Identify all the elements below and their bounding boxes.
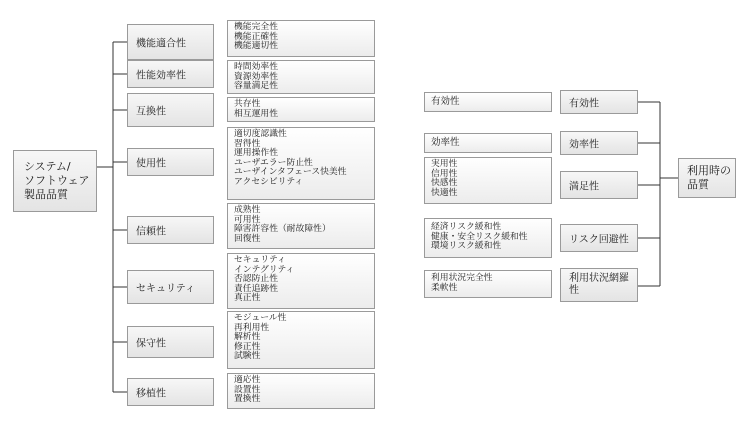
characteristic-label: 使用性 [136,158,166,170]
sub-characteristic: 試験性 [234,351,261,362]
characteristic-box [560,224,638,252]
product-quality-root [13,150,97,212]
sub-characteristic: 相互運用性 [234,108,278,119]
characteristic-label: 信頼性 [136,226,166,238]
sub-characteristic: 利用状況完全性 [431,273,493,283]
sub-characteristic: 否認防止性 [234,274,278,285]
sub-characteristics-box [227,127,375,200]
sub-characteristics-box [227,20,375,57]
characteristic-label: 互換性 [136,106,166,118]
characteristic-label: 利用状況網羅性 [569,273,629,296]
sub-characteristic: モジュール性 [234,313,287,323]
sub-characteristic: 資源効率性 [234,71,278,82]
characteristic-label: セキュリティ [136,283,195,295]
sub-characteristic: ユーザエラー防止性 [234,157,313,168]
characteristic-box [127,60,214,88]
sub-characteristic: 責任追跡性 [234,283,278,294]
root-line: 利用時の [687,164,731,177]
sub-characteristic: 経済リスク緩和性 [431,222,502,232]
sub-characteristic: 真正性 [234,293,261,304]
characteristic-box [127,148,214,176]
sub-characteristics-box [424,270,552,298]
characteristic-box [127,270,214,304]
sub-characteristics-box [227,203,375,249]
sub-characteristics-box [227,311,375,369]
sub-characteristic: セキュリティ [234,255,286,265]
sub-characteristic: 健康・安全リスク緩和性 [431,231,528,242]
characteristic-box [560,90,638,114]
sub-characteristics-box [424,157,552,204]
sub-characteristic: 信用性 [431,168,458,179]
sub-characteristics-box [424,133,552,153]
sub-characteristic: 可用性 [234,214,261,225]
sub-characteristic: 機能適切性 [234,41,278,52]
sub-characteristic: 快適性 [431,187,458,198]
characteristic-box [560,268,638,302]
sub-characteristic: 修正性 [234,341,261,352]
characteristic-label: 機能適合性 [136,38,186,50]
sub-characteristic: 有効性 [431,96,460,107]
sub-characteristic: 実用性 [431,159,458,169]
root-line: 製品品質 [24,188,68,201]
sub-characteristic: 適切度認識性 [234,129,287,139]
sub-characteristic: 運用操作性 [234,148,278,159]
sub-characteristics-box [424,218,552,258]
root-line: 品質 [687,178,709,191]
sub-characteristics-box [227,253,375,309]
sub-characteristic: 機能正確性 [234,31,278,42]
sub-characteristics-box [424,92,552,112]
root-line: システム/ [24,160,71,173]
sub-characteristic: 機能完全性 [234,22,278,32]
sub-characteristic: 設置性 [234,384,261,395]
sub-characteristics-box [227,60,375,94]
sub-characteristic: 障害許容性（耐故障性） [234,224,331,235]
sub-characteristic: 快感性 [431,178,458,189]
characteristic-label: 性能効率性 [136,70,186,82]
sub-characteristic: 解析性 [234,332,261,343]
characteristic-box [560,131,638,155]
sub-characteristic: 習得性 [234,138,261,149]
sub-characteristic: 回復性 [234,233,261,244]
sub-characteristic: 環境リスク緩和性 [431,241,502,252]
sub-characteristic: 柔軟性 [431,282,458,293]
characteristic-box [127,216,214,244]
quality-in-use-root [678,158,736,198]
characteristic-label: リスク回避性 [569,234,629,246]
sub-characteristic: 適応性 [234,375,261,385]
characteristic-label: 有効性 [569,98,599,110]
sub-characteristic: 効率性 [431,137,460,148]
characteristic-box [127,93,214,127]
sub-characteristic: 容量満足性 [234,81,278,92]
characteristic-label: 保守性 [136,338,166,350]
characteristic-box [127,326,214,358]
sub-characteristic: ユーザインタフェース快美性 [234,167,347,178]
sub-characteristic: アクセシビリティ [234,176,304,187]
sub-characteristic: 時間効率性 [234,62,278,72]
sub-characteristic: 再利用性 [234,322,270,333]
characteristic-box [560,171,638,199]
sub-characteristics-box [227,373,375,409]
root-line: ソフトウェア [24,174,90,187]
sub-characteristic: 成熟性 [234,205,261,215]
characteristic-label: 効率性 [569,139,599,151]
sub-characteristics-box [227,97,375,122]
characteristic-label: 満足性 [569,181,599,193]
characteristic-label: 移植性 [136,388,166,400]
characteristic-box [127,24,214,60]
characteristic-box [127,378,214,406]
sub-characteristic: 共存性 [234,99,261,109]
sub-characteristic: インテグリティ [234,264,295,275]
sub-characteristic: 置換性 [234,394,261,405]
